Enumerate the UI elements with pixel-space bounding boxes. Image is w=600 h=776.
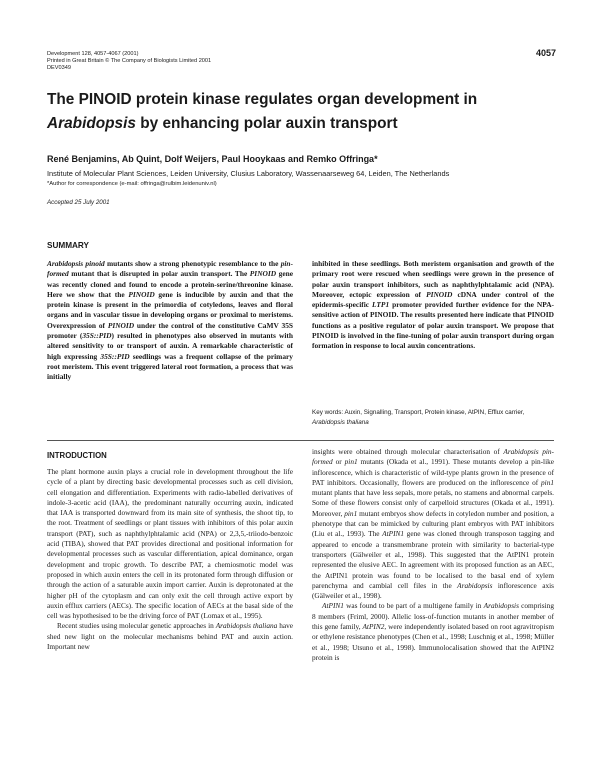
text-run: mutants (Okada et al., 1991). These mutants develop a pin-like inflorescence, which is characteristic of wild-type plants grown in the presence of PAT inhibitors. Occasionally, flowers are produced on the inflorescence of [312,457,554,487]
text-run: mutants show a strong phenotypic resemblance to the [104,259,281,268]
paragraph [47,621,293,652]
italic-text-run: LTP1 [372,300,390,310]
text-run: inflorescence axis (Gälweiler et al., 1998). [312,580,554,601]
text-run: seedlings was a frequent collapse of the primary root meristem. This event triggered lateral root formation, a process that was initially [47,351,293,382]
title-text-2: by enhancing polar auxin transport [135,115,398,132]
text-run: gene was cloned through transposon tagging and appeared to encode a transmembrane protein with similarity to bacterial-type transporters (Gälweiler et al., 1998). This suggested that the AtPIN1 protein represented the elusive AEC. In agreement with its proposed function as an AEC, the AtPIN1 protein was found to be localised to the basal end of xylem parenchyma and cambial cell files in the [312,529,554,590]
italic-text-run: Arabidopsis thaliana [215,621,278,631]
italic-text-run: PINOID [249,269,277,279]
text-run: cDNA under control of the epidermis-specific [312,289,554,310]
keywords [312,408,554,428]
text-run: insights were obtained through molecular characterisation of [312,447,504,456]
text-run: was found to be part of a multigene family in [343,601,484,611]
journal-copyright: Printed in Great Britain © The Company of Biologists Limited 2001 [47,58,212,64]
summary-heading: SUMMARY [47,241,89,250]
summary-text-right [312,259,554,352]
author-list: René Benjamins, Ab Quint, Dolf Weijers, Paul Hooykaas and Remko Offringa* [47,154,378,164]
paragraph [312,601,554,663]
italic-text-run: pin1 [541,477,554,487]
journal-info [47,51,211,72]
italic-text-run: pin-formed [47,259,294,279]
section-divider [47,440,554,441]
text-run: comprising 8 members (Friml, 2000). Allelic loss-of-function mutants in another member of this gene family, [312,601,554,632]
italic-text-run: pin1 [344,457,358,467]
text-run: have shed new light on the molecular mechanisms behind PAT and auxin action. Important new [47,621,293,652]
correspondence-note: *Author for correspondence (e-mail: offringa@rulbim.leidenuniv.nl) [47,181,217,187]
text-run: ) resulted in phenotypes also observed in mutants with altered sensitivity to or transport of auxin. A remarkable characteristic of high expressing [47,331,293,361]
text-run: mutant embryos show defects in cotyledon number and position, a phenotype that can be mimicked by culturing plant embryos with PAT inhibitors (Liu et al., 1993). The [312,508,554,539]
italic-text-run: pin1 [344,508,358,518]
text-run: Key words: Auxin, Signalling, Transport, Protein kinase, AtPIN, Efflux carrier, [312,409,525,416]
text-run: or [332,457,345,467]
italic-text-run: 35S::PID [82,331,112,341]
article-title [47,88,552,136]
italic-text-run: Arabidopsis pinoid [47,259,105,268]
summary-text-left [47,259,293,383]
journal-citation: Development 128, 4057-4067 (2001) [47,51,139,57]
introduction-heading: INTRODUCTION [47,451,107,460]
introduction-column-left [47,467,293,652]
paragraph [312,447,554,601]
paragraph [47,467,293,621]
text-run: mutant that is disrupted in polar auxin transport. The [68,269,250,279]
text-run: gene is inducible by auxin and that the protein kinase is present in the primordia of cotyledons, leaves and floral organs and in vascular tissue in developing organs or proximal to meristems. Overexpression of [47,289,293,330]
text-run: gene was recently cloned and found to encode a protein-serine/threonine kinase. Here we show that the [47,269,293,299]
title-text-1: The PINOID protein kinase regulates organ development in [47,91,478,108]
introduction-column-right [312,447,554,663]
italic-text-run: 35S::PID [100,351,130,361]
journal-code: DEV0349 [47,65,71,71]
italic-text-run: PINOID [128,289,155,299]
italic-text-run: Arabidopsis thaliana [312,419,369,426]
accepted-date: Accepted 25 July 2001 [47,199,110,206]
text-run: inhibited in these seedlings. Both meristem organisation and growth of the primary root were rescued when seedlings were grown in the presence of polar auxin transport inhibitors, such as naphthylphtalamic acid (NPA). Moreover, ectopic expression of [312,259,554,299]
text-run: under the control of the constitutive CaMV 35S promoter ( [47,320,293,341]
italic-text-run: AtPIN1 [322,601,344,611]
italic-text-run: Arabidopsis [457,580,493,590]
text-run: The plant hormone auxin plays a crucial role in development throughout the life cycle of a plant by directing basic developmental processes such as cell division, cell elongation and differentiation. Experiments with radio-labelled derivatives of indole-3-acetic acid (IAA), the predominant naturally occurring auxin, indicated that IAA is transported downward from its main site of synthesis, the shoot tip, to the root. Treatment of seedlings or plant tissues with inhibitors of this polar auxin transport (PAT), such as naphthylphtalamic acid (NPA) or 2,3,5,-triiodo-benzoic acid (TIBA), showed that PAT provides directional and positional information for developmental processes such as vascular differentiation, apical dominance, organ development and tropic growth. To describe PAT, a chemiosmotic model was proposed in which auxin enters the cell in its protonated form through diffusion or through the action of a saturable auxin import carrier. Auxin is deprotonated at the higher pH of the cytoplasm and can only exit the cell through active export by auxin efflux carriers (AECs). The specific location of AECs at the basal side of the cell was hypothesised to be the driving force of PAT (Lomax et al., 1995). [47,467,293,621]
italic-text-run: Arabidopsis [483,601,519,611]
italic-text-run: PINOID [426,289,453,299]
italic-text-run: AtPIN2 [362,622,385,632]
text-run: promoter provided further evidence for the NPA-sensitive action of PINOID. The results presented here indicate that PINOID functions as a positive regulator of polar auxin transport. We propose that PINOID is involved in the fine-tuning of polar auxin transport during organ formation in response to local auxin concentrations. [312,300,554,351]
text-run: mutant plants that have less sepals, more petals, no stamens and abnormal carpels. Some of these flowers consist only of carpelloid structures (Okada et al., 1991). Moreover, [312,488,554,518]
italic-text-run: Arabidopsis pin-formed [312,447,554,467]
page-number: 4057 [536,48,557,58]
italic-text-run: PINOID [107,320,135,330]
italic-text-run: AtPIN1 [382,529,405,539]
text-run: Recent studies using molecular genetic approaches in [57,621,216,631]
text-run: , were independently isolated based on root agravitropism or ethylene resistance phenotypes (Chen et al., 1998; Luschnig et al., 1998; Müller et al., 1998; Utsuno et al., 1998). Immunolocalisation showed that the AtPIN2 protein is [312,622,555,662]
title-text-italic: Arabidopsis [47,115,136,132]
affiliation: Institute of Molecular Plant Sciences, Leiden University, Clusius Laboratory, Wassenaarseweg 64, Leiden, The Netherlands [47,169,450,178]
